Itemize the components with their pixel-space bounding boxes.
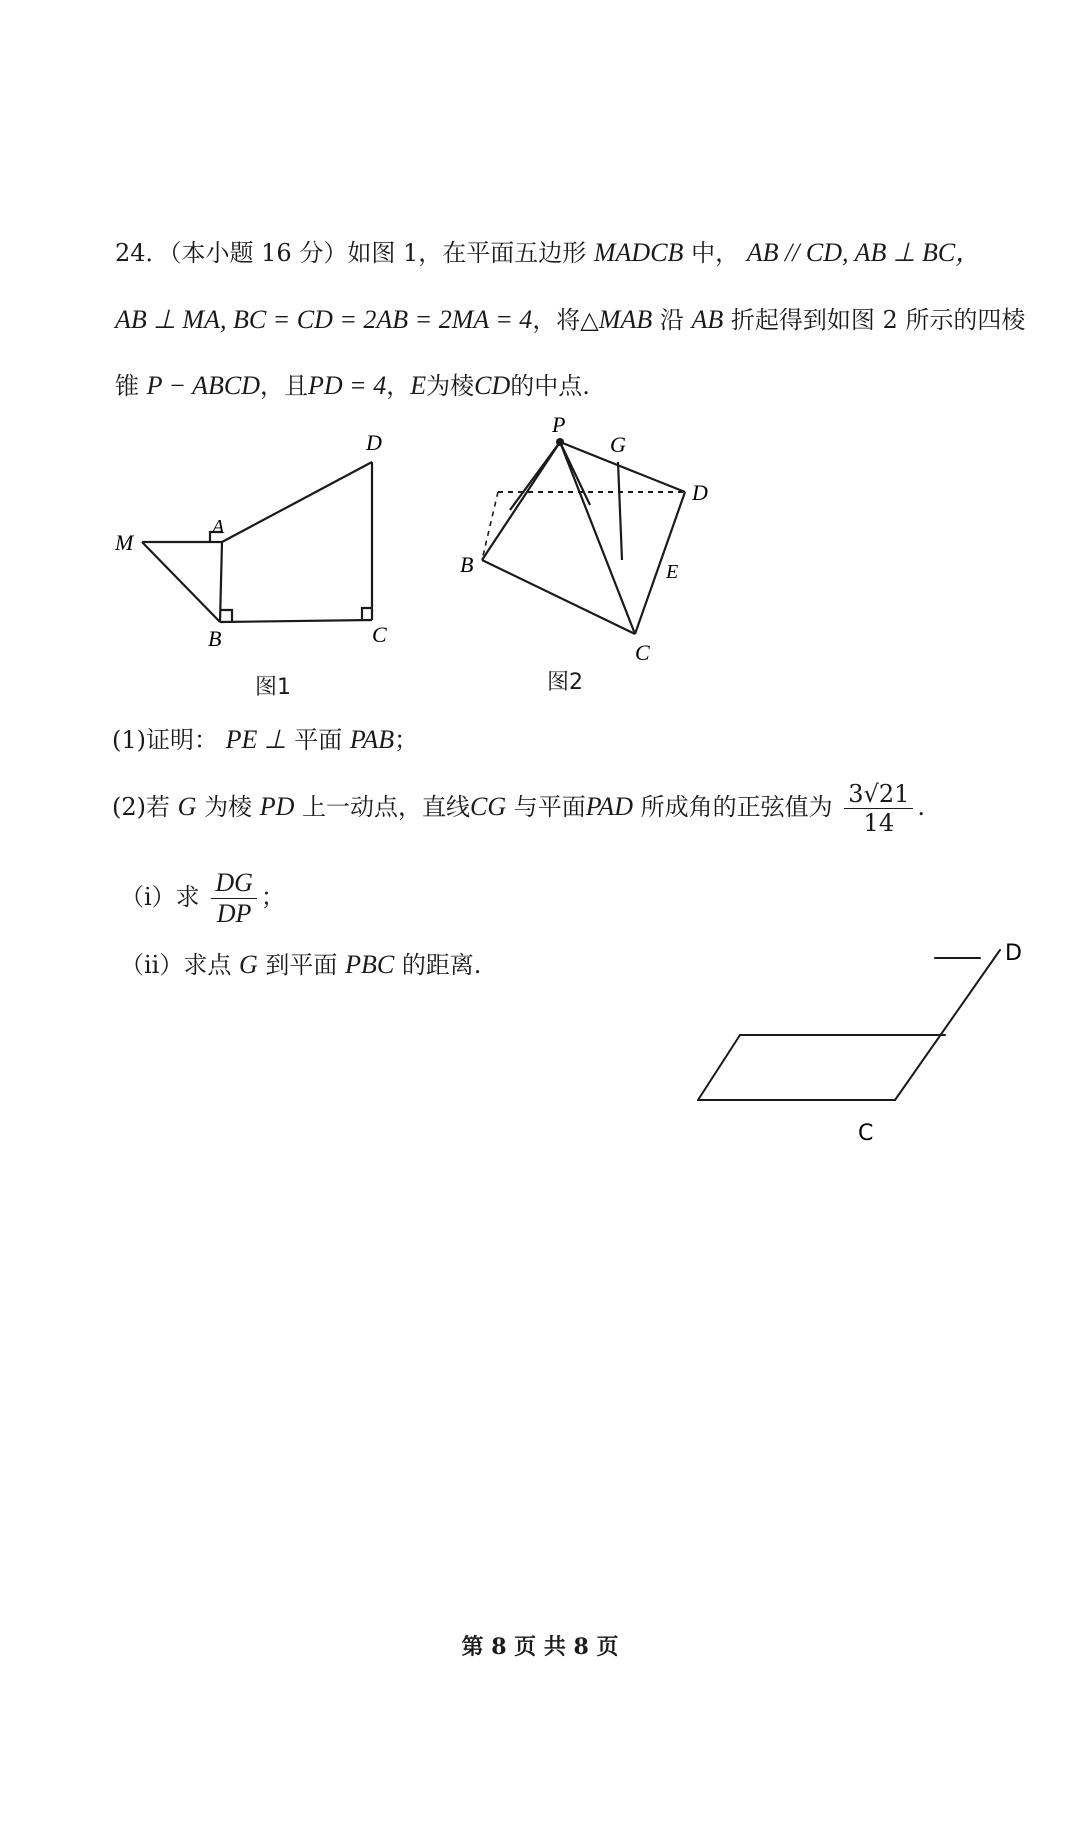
dg-dp-fraction: $\frac{DG}{DP}$ (211, 868, 257, 929)
problem-line-1: 24．（本小题 16 分）如图 1，在平面五边形 MADCB 中， AB // CD, AB ⊥ BC， (115, 238, 982, 267)
fig2-label-c: C (635, 640, 650, 665)
figure-2-caption: 图2 (547, 670, 583, 695)
figure-1-caption: 图1 (255, 675, 291, 700)
part-2-i: （i）求 $\frac{DG}{DP}$ ； (120, 868, 285, 928)
sketch-label-d: D (1005, 941, 1022, 966)
fig1-label-a: A (212, 516, 225, 538)
problem-number: 24．（本小题 16 分） (115, 239, 348, 267)
sketch-label-c: C (858, 1121, 874, 1146)
problem-line-2: AB ⊥ MA, BC = CD = 2AB = 2MA = 4，将△MAB 沿 AB 折起得到如图 2 所示的四棱 (115, 305, 1026, 334)
fig2-label-d: D (692, 480, 708, 505)
part-1: (1)证明： PE ⊥ 平面 PAB； (112, 725, 419, 754)
page-footer: 第 8 页 共 8 页 (461, 1634, 619, 1660)
fig2-label-e: E (666, 561, 679, 583)
fig2-label-g: G (610, 432, 626, 457)
problem-line-3: 锥 P − ABCD，且PD = 4，E为棱CD的中点. (115, 371, 590, 400)
fig1-label-b: B (208, 626, 222, 651)
fig1-label-m: M (115, 530, 134, 555)
part-2-ii: （ii）求点 G 到平面 PBC 的距离. (120, 950, 482, 979)
fig1-label-d: D (366, 430, 382, 455)
figure-2 (430, 410, 740, 670)
fig2-label-b: B (460, 552, 474, 577)
part-2: (2)若 G 为棱 PD 上一动点，直线CG 与平面PAD 所成角的正弦值为 $\frac{3√21}{14}$ . (112, 780, 926, 837)
figure-1 (100, 420, 430, 660)
fig2-label-p: P (552, 412, 566, 437)
hand-sketch (680, 940, 1040, 1160)
fig1-label-c: C (372, 622, 387, 647)
sine-fraction: $\frac{3√21}{14}$ (844, 780, 913, 837)
